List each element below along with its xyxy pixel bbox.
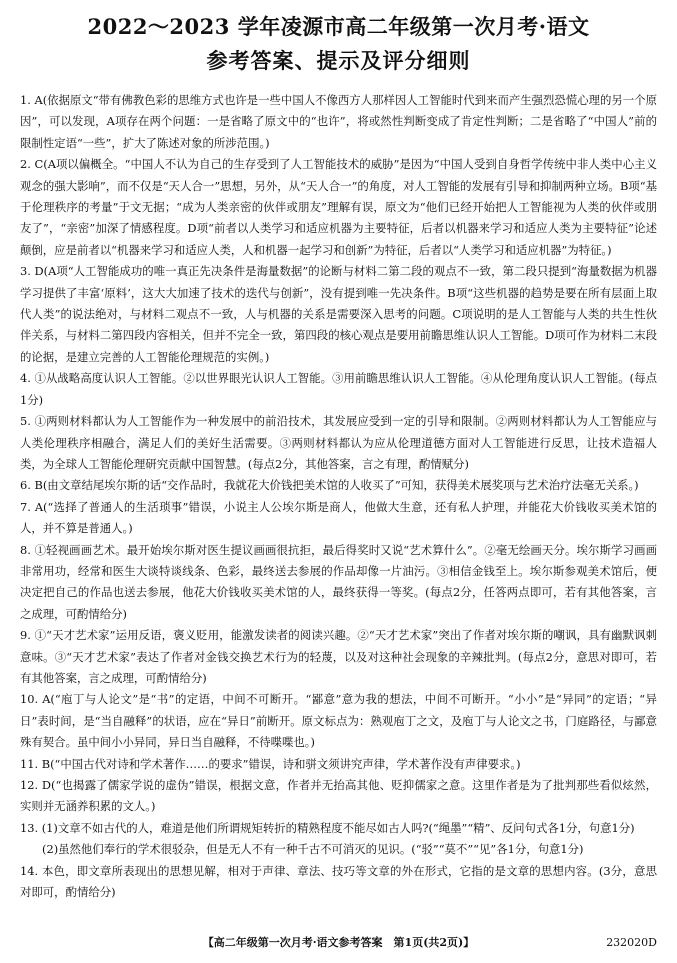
answer-5: 5. ①两则材料都认为人工智能作为一种发展中的前沿技术，其发展应受到一定的引导和限制。②两则材料都认为人工智能应与人类伦理秩序相融合，满足人们的美好生活需要。③两则材料都认为应从伦理道德方面对人工智能进行反思，让技术造福人类，为全球人工智能伦理研究贡献中国智慧。(每点2分，其他答案，言之有理，酌情赋分)	[20, 414, 657, 471]
page-subtitle: 参考答案、提示及评分细则	[206, 48, 471, 73]
page-title: 2022～2023 学年凌源市高二年级第一次月考·语文	[87, 14, 590, 39]
answer-8: 8. ①轻视画画艺术。最开始埃尔斯对医生提议画画很抗拒，最后得奖时又说“艺术算什么”。②毫无绘画天分。埃尔斯学习画画非常用功，经常和医生大谈特谈线条、色彩，最终送去参展的作品却像一片油污。③相信金钱至上。埃尔斯参观美术馆后，便决定把自己的作品也送去参展，他花大价钱收买美术馆的人，最终获得一等奖。(每点2分，任答两点即可，若有其他答案，言之成理，可酌情给分)	[20, 542, 657, 621]
footer-page-info: 【高二年级第一次月考·语文参考答案 第1页(共2页)】	[202, 936, 475, 949]
answer-13-2: (2)虽然他们奉行的学术很驳杂，但是无人不有一种千古不可消灭的见识。(“驳”“莫不”“见”各1分，句意1分)	[42, 842, 584, 857]
answer-9: 9. ①“天才艺术家”运用反语，褒义贬用，能激发读者的阅读兴趣。②“天才艺术家”突出了作者对埃尔斯的嘲讽，具有幽默讽刺意味。③“天才艺术家”表达了作者对金钱交换艺术行为的轻蔑，以及对这种社会现象的辛辣批判。(每点2分，意思对即可，若有其他答案，言之成理，可酌情给分)	[20, 628, 657, 685]
answer-12: 12. D(“也揭露了儒家学说的虚伪”错误，根据文意，作者并无抬高其他、贬抑儒家之意。这里作者是为了批判那些看似炫然，实则并无涵养积累的文人。)	[20, 778, 657, 814]
footer-code: 232020D	[606, 936, 657, 949]
answer-10: 10. A(“庖丁与人论文”是“书”的定语，中间不可断开。“鄙意”意为我的想法，中间不可断开。“小小”是“异同”的定语；“异日”表时间，是“当自融释”的状语，应在“异日”前断开。原文标点为：熟观庖丁之文，及庖丁与人论文之书，门庭路径，与鄙意殊有契合。虽中间小小异同，异日当自融释，不待喋喋也。)	[20, 692, 657, 750]
answer-13-1: 13. (1)文章不如古代的人，难道是他们所谓规矩转折的精熟程度不能尽如古人吗?(“绳墨”“精”、反问句式各1分，句意1分)	[20, 820, 635, 835]
answer-list	[20, 90, 657, 903]
answer-11: 11. B(“中国古代对诗和学术著作……的要求”错误，诗和骈文须讲究声律，学术著作没有声律要求。)	[20, 756, 521, 771]
answer-2: 2. C(A项以偏概全。“中国人不认为自己的生存受到了人工智能技术的威胁”是因为“中国人受到自身哲学传统中非人类中心主义观念的强大影响”，而不仅是“天人合一”思想，另外，从“天人合一”的角度，对人工智能的发展有引导和抑制两种立场。B项“基于伦理秩序的考量”于文无据；“成为人类亲密的伙伴或朋友”理解有误，原文为“他们已经开始把人工智能视为人类的伙伴或朋友了”，“亲密”加深了情感程度。D项“前者以人类学习和适应机器为主要特征，后者以机器来学习和适应人类为主要特征”论述颠倒，应是前者以“机器来学习和适应人类，人和机器一起学习和创新”为特征，后者以“人类学习和适应机器”为特征。)	[20, 157, 657, 257]
answer-6: 6. B(由文章结尾埃尔斯的话“交作品时，我就花大价钱把美术馆的人收买了”可知，获得美术展奖项与艺术治疗法毫无关系。)	[20, 478, 639, 493]
answer-14: 14. 本色，即文章所表现出的思想见解，相对于声律、章法、技巧等文章的外在形式，它指的是文章的思想内容。(3分，意思对即可，酌情给分)	[20, 863, 657, 900]
answer-3: 3. D(A项“人工智能成功的唯一真正先决条件是海量数据”的论断与材料二第二段的观点不一致，第二段只提到“海量数据为机器学习提供了丰富‘原料’，这大大加速了技术的迭代与创新”，没有提到唯一先决条件。B项“这些机器的趋势是要在所有层面上取代人类”的说法绝对，与材料二观点不一致，人与机器的关系是需要深入思考的问题。C项说明的是人工智能与人类的共生性伙伴关系，与材料二第四段内容相关，但并不完全一致，第四段的核心观点是要用前瞻思维认识人工智能。D项可作为材料二末段的论据，是建立完善的人工智能伦理规范的实例。)	[20, 264, 657, 364]
answer-7: 7. A(“选择了普通人的生活琐事”错误，小说主人公埃尔斯是商人，他做大生意，还有私人护理，并能花大价钱收买美术馆的人，并不算是普通人。)	[20, 499, 657, 536]
answer-1: 1. A(依据原文“带有佛教色彩的思维方式也许是一些中国人不像西方人那样因人工智能时代到来而产生强烈恐慌心理的另一个原因”，可以发现，A项存在两个问题：一是省略了原文中的“也许”，将或然性判断变成了肯定性判断；二是省略了“中国人”前的限制性定语“一些”，扩大了陈述对象的所涉范围。)	[20, 93, 657, 150]
answer-4: 4. ①从战略高度认识人工智能。②以世界眼光认识人工智能。③用前瞻思维认识人工智能。④从伦理角度认识人工智能。(每点1分)	[20, 371, 657, 407]
